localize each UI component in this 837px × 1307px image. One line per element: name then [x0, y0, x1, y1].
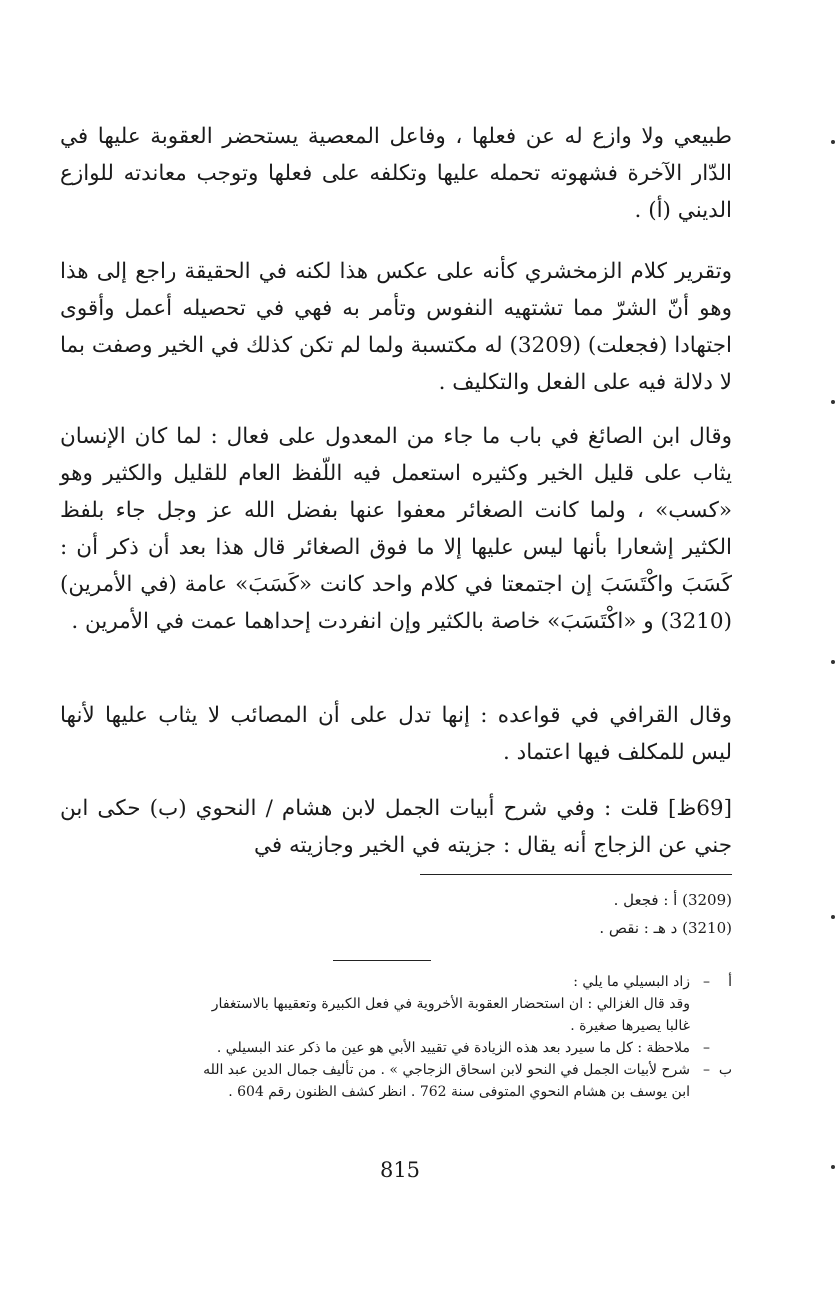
margin-dot: [831, 915, 835, 919]
footnote-text: شرح لأبيات الجمل في النحو لابن اسحاق الزجاجي » . من تأليف جمال الدين عبد الله: [203, 1062, 690, 1078]
footnote-marker: ب: [718, 1062, 732, 1078]
numbered-note-3209: (3209) أ : فجعل .: [613, 891, 732, 909]
footnote-marker: أ: [728, 974, 732, 990]
body-paragraph-3: وقال ابن الصائغ في باب ما جاء من المعدول على فعال : لما كان الإنسان يثاب على قليل الخير وكثيره استعمل فيه اللّفظ العام للقليل والكثير وهو «كسب» ، ولما كانت الصغائر معفوا عنها بفضل الله عز وجل جاء بلفظ الكثير إشعارا بأنها ليس عليها إلا ما فوق الصغائر قال هذا بعد أن ذكر أن : كَسَبَ واكْتَسَبَ إن اجتمعتا في كلام واحد كانت «كَسَبَ» عامة (في الأمرين) (3210) و «اكْتَسَبَ» خاصة بالكثير وإن انفردت إحداهما عمت في الأمرين .: [60, 424, 732, 634]
footnote-alif-line-3: [60, 1015, 732, 1037]
footnote-alif-line-1: [60, 971, 732, 993]
footnote-text: ابن يوسف بن هشام النحوي المتوفى سنة 762 . انظر كشف الظنون رقم 604 .: [228, 1084, 690, 1100]
body-paragraph-2: وتقرير كلام الزمخشري كأنه على عكس هذا لكنه في الحقيقة راجع إلى هذا وهو أنّ الشرّ مما تشتهيه النفوس وتأمر به فهي في تحصيله أعمل وأقوى اجتهادا (فجعلت) (3209) له مكتسبة ولما لم تكن كذلك في الخير وصفت بما لا دلالة فيه على الفعل والتكليف .: [60, 259, 732, 395]
footnote-dash: –: [703, 974, 710, 990]
notes-divider: [420, 874, 732, 875]
footnote-alif-line-2: [60, 993, 732, 1015]
page-number: 815: [379, 1158, 421, 1182]
footnote-text: ملاحظة : كل ما سيرد بعد هذه الزيادة في تقييد الأبي هو عين ما ذكر عند البسيلي .: [216, 1040, 690, 1056]
numbered-note-3210: (3210) د هـ : نقص .: [599, 919, 732, 937]
margin-dot: [831, 1165, 835, 1169]
lettered-footnotes: [60, 971, 732, 1103]
footnote-text: غالبا يصيرها صغيرة .: [570, 1018, 690, 1034]
margin-dot: [831, 660, 835, 664]
footnote-ba-line-1: [60, 1059, 732, 1081]
footnote-text: زاد البسيلي ما يلي :: [573, 974, 690, 990]
footnote-text: وقد قال الغزالي : ان استحضار العقوبة الأخروية في فعل الكبيرة وتعقيبها بالاستغفار: [211, 996, 690, 1012]
body-paragraph-4: وقال القرافي في قواعده : إنها تدل على أن المصائب لا يثاب عليها لأنها ليس للمكلف فيها اعتماد .: [60, 703, 732, 765]
margin-dot: [831, 400, 835, 404]
footnote-note-line: [60, 1037, 732, 1059]
footnotes-divider: [333, 960, 431, 961]
body-paragraph-5: [69ظ] قلت : وفي شرح أبيات الجمل لابن هشام / النحوي (ب) حكى ابن جني عن الزجاج أنه يقال : جزيته في الخير وجازيته في: [60, 796, 732, 858]
numbered-notes: [60, 886, 732, 942]
footnote-dash: –: [703, 1040, 710, 1056]
footnote-ba-line-2: [60, 1081, 732, 1103]
margin-dot: [831, 140, 835, 144]
footnote-dash: –: [703, 1062, 710, 1078]
body-paragraph-1: طبيعي ولا وازع له عن فعلها ، وفاعل المعصية يستحضر العقوبة عليها في الدّار الآخرة فشهوته تحمله عليها وتكلفه على فعلها وتوجب معاندته للوازع الديني (أ) .: [60, 124, 732, 223]
